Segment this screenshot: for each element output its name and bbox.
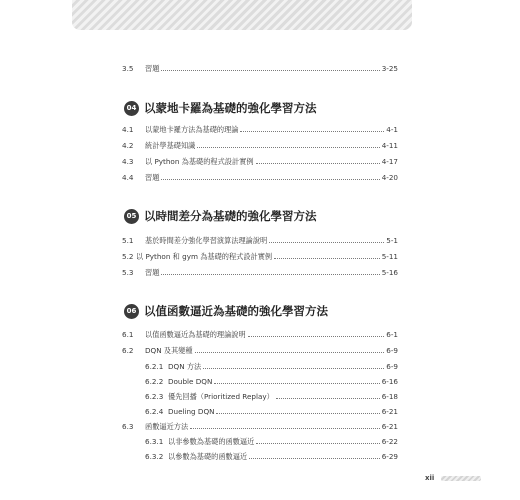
toc-entry[interactable] (122, 125, 398, 134)
entry-number: 4.4 (122, 173, 134, 182)
toc-entry[interactable] (122, 268, 398, 277)
footer-decoration (441, 476, 481, 481)
entry-page: 3-25 (381, 64, 398, 73)
entry-number: 5.2 (122, 252, 134, 261)
entry-number: 6.2.3 (145, 392, 164, 401)
entry-number: 5.1 (122, 236, 134, 245)
toc-entry[interactable] (122, 346, 398, 355)
toc-entry[interactable] (122, 157, 398, 166)
entry-number: 6.2.2 (145, 377, 164, 386)
entry-number: 4.1 (122, 125, 134, 134)
toc-subentry[interactable] (145, 377, 398, 386)
entry-number: 6.1 (122, 330, 134, 339)
entry-title: DQN 及其變種 (145, 346, 193, 355)
entry-title: 以 Python 和 gym 為基礎的程式設計實例 (136, 252, 273, 261)
entry-page: 6-9 (386, 346, 398, 355)
dot-leader (197, 146, 379, 148)
chapter-heading[interactable] (124, 100, 317, 116)
toc-entry[interactable] (122, 173, 398, 182)
entry-number: 6.2.1 (145, 362, 164, 371)
entry-title: 以 Python 為基礎的程式設計實例 (145, 157, 254, 166)
chapter-number-badge: 04 (124, 101, 139, 116)
entry-title: DQN 方法 (168, 362, 202, 371)
entry-number: 6.2.4 (145, 407, 164, 416)
toc-subentry[interactable] (145, 452, 398, 461)
entry-title: Dueling DQN (168, 407, 215, 416)
header-decoration (72, 0, 412, 30)
entry-number: 4.2 (122, 141, 134, 150)
dot-leader (249, 457, 380, 459)
dot-leader (269, 241, 384, 243)
dot-leader (248, 335, 385, 337)
chapter-title: 以值函數逼近為基礎的強化學習方法 (144, 304, 328, 318)
entry-title: 函數逼近方法 (145, 422, 189, 431)
entry-title: 習題 (145, 64, 160, 73)
entry-page: 4-20 (381, 173, 398, 182)
entry-page: 5-1 (386, 236, 398, 245)
entry-title: Double DQN (168, 377, 213, 386)
entry-title: 以蒙地卡羅方法為基礎的理論 (145, 125, 239, 134)
dot-leader (216, 412, 379, 414)
chapter-heading[interactable] (124, 303, 328, 319)
toc-subentry[interactable] (145, 362, 398, 371)
entry-number: 4.3 (122, 157, 134, 166)
toc-entry[interactable] (122, 141, 398, 150)
entry-page: 6-1 (386, 330, 398, 339)
dot-leader (274, 257, 380, 259)
chapter-title: 以時間差分為基礎的強化學習方法 (144, 209, 317, 223)
dot-leader (256, 162, 380, 164)
entry-page: 6-29 (381, 452, 398, 461)
footer-page-number: xii (425, 474, 435, 482)
dot-leader (161, 273, 379, 275)
entry-number: 6.3.2 (145, 452, 164, 461)
entry-page: 6-21 (381, 422, 398, 431)
entry-page: 5-16 (381, 268, 398, 277)
entry-page: 5-11 (381, 252, 398, 261)
chapter-number-badge: 06 (124, 304, 139, 319)
dot-leader (240, 130, 384, 132)
entry-title: 統計學基礎知識 (145, 141, 196, 150)
dot-leader (161, 178, 379, 180)
entry-title: 以非參數為基礎的函數逼近 (168, 437, 255, 446)
dot-leader (276, 397, 380, 399)
entry-title: 優先回播（Prioritized Replay） (168, 392, 274, 401)
toc-entry[interactable] (122, 236, 398, 245)
entry-page: 6-21 (381, 407, 398, 416)
toc-entry[interactable] (122, 422, 398, 431)
toc-subentry[interactable] (145, 392, 398, 401)
entry-page: 4-17 (381, 157, 398, 166)
toc-subentry[interactable] (145, 437, 398, 446)
dot-leader (195, 351, 385, 353)
toc-entry[interactable] (122, 64, 398, 73)
entry-page: 4-1 (386, 125, 398, 134)
dot-leader (256, 442, 379, 444)
chapter-heading[interactable] (124, 208, 317, 224)
entry-page: 6-18 (381, 392, 398, 401)
chapter-number-badge: 05 (124, 209, 139, 224)
entry-title: 基於時間差分強化學習演算法理論說明 (145, 236, 268, 245)
entry-title: 以參數為基礎的函數逼近 (168, 452, 248, 461)
dot-leader (214, 382, 379, 384)
entry-number: 6.2 (122, 346, 134, 355)
dot-leader (190, 427, 380, 429)
entry-title: 習題 (145, 173, 160, 182)
toc-subentry[interactable] (145, 407, 398, 416)
toc-entry[interactable] (122, 252, 398, 261)
entry-page: 4-11 (381, 141, 398, 150)
chapter-title: 以蒙地卡羅為基礎的強化學習方法 (144, 101, 317, 115)
entry-page: 6-16 (381, 377, 398, 386)
entry-number: 6.3.1 (145, 437, 164, 446)
entry-title: 以值函數逼近為基礎的理論說明 (145, 330, 246, 339)
entry-page: 6-22 (381, 437, 398, 446)
toc-entry[interactable] (122, 330, 398, 339)
entry-page: 6-9 (386, 362, 398, 371)
entry-title: 習題 (145, 268, 160, 277)
entry-number: 6.3 (122, 422, 134, 431)
dot-leader (161, 69, 379, 71)
entry-number: 3.5 (122, 64, 134, 73)
dot-leader (203, 367, 384, 369)
entry-number: 5.3 (122, 268, 134, 277)
